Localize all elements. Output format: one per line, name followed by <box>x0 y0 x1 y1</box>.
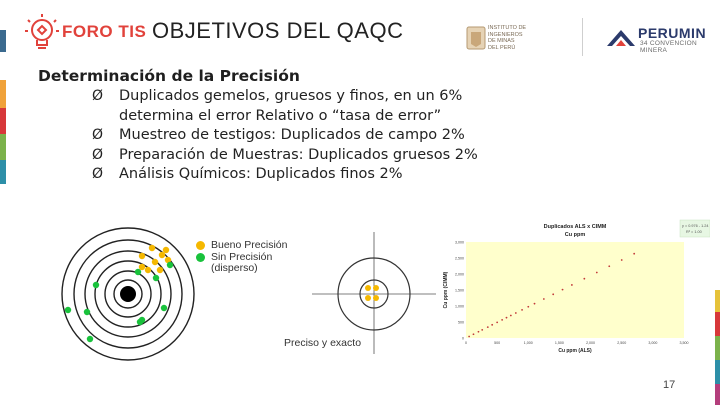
data-point <box>478 331 480 333</box>
data-point <box>562 289 564 291</box>
data-point <box>608 265 610 267</box>
data-point <box>515 312 517 314</box>
target-caption: Preciso y exacto <box>284 337 362 349</box>
data-point <box>491 324 493 326</box>
data-point <box>473 333 475 335</box>
strip-segment <box>715 336 720 360</box>
strip-segment <box>715 290 720 312</box>
institute-line: INSTITUTO DE <box>488 25 527 31</box>
strip-segment <box>0 134 6 160</box>
arrow-bullet-icon: Ø <box>92 127 104 143</box>
institute-line: INGENIEROS <box>488 31 523 38</box>
bullet-item <box>92 165 512 185</box>
data-point <box>527 306 529 308</box>
regression-equation: y = 0.976 - 1.24 <box>682 224 709 228</box>
data-point <box>468 336 470 338</box>
data-point <box>552 293 554 295</box>
data-point <box>571 284 573 286</box>
institute-line: DEL PERÚ <box>488 44 516 51</box>
bullet-item <box>92 146 512 166</box>
y-tick-label: 1,500 <box>455 288 464 293</box>
precision-target-diagram <box>60 222 210 372</box>
bullet-list <box>92 87 512 185</box>
logo-divider <box>582 18 583 56</box>
arrow-bullet-icon: Ø <box>92 166 104 182</box>
data-point <box>496 321 498 323</box>
strip-segment <box>715 384 720 405</box>
strip-segment <box>715 360 720 384</box>
data-point <box>487 326 489 328</box>
bullet-text: Análisis Químicos: Duplicados finos 2% <box>119 166 403 182</box>
data-point <box>621 259 623 261</box>
perumin-logo-text: PERUMIN <box>638 25 707 41</box>
data-point <box>633 253 635 255</box>
data-point <box>481 329 483 331</box>
y-tick-label: 2,500 <box>455 256 464 261</box>
legend-label: Sin Precisión <box>211 250 273 263</box>
y-tick-label: 2,000 <box>455 272 464 277</box>
slide-header <box>0 0 720 66</box>
equation-box <box>680 220 710 237</box>
right-color-strip <box>715 290 720 405</box>
chart-title: Duplicados ALS x CIMM <box>543 224 607 230</box>
x-tick-label: 1,500 <box>554 341 564 345</box>
x-tick-label: 0 <box>465 341 467 345</box>
y-tick-label: 500 <box>458 320 464 325</box>
duplicates-scatter-chart <box>438 218 710 356</box>
chart-subtitle: Cu ppm <box>564 232 586 238</box>
data-point <box>521 309 523 311</box>
bullet-text: Muestreo de testigos: Duplicados de campo 2% <box>119 127 465 143</box>
yellow-dot-icon <box>196 241 205 250</box>
strip-segment <box>0 160 6 184</box>
data-point <box>543 298 545 300</box>
y-tick-label: 0 <box>462 336 464 341</box>
strip-segment <box>0 80 6 108</box>
institute-line: DE MINAS <box>488 38 515 44</box>
legend-label: (disperso) <box>211 262 258 274</box>
x-tick-label: 2,000 <box>586 341 596 345</box>
institute-name <box>488 25 558 51</box>
data-point <box>583 278 585 280</box>
arrow-bullet-icon: Ø <box>92 88 104 104</box>
bullet-text: Preparación de Muestras: Duplicados gruesos 2% <box>119 146 478 163</box>
page-title: OBJETIVOS DEL QAQC <box>152 18 404 43</box>
plot-area <box>466 242 684 338</box>
data-point <box>534 303 536 305</box>
perumin-subtitle: 34 CONVENCION MINERA <box>640 40 697 54</box>
perumin-mountain-icon <box>606 26 636 48</box>
x-tick-label: 500 <box>494 341 501 345</box>
arrow-bullet-icon: Ø <box>92 146 104 163</box>
y-tick-label: 1,000 <box>455 304 464 309</box>
legend-item-dispersed-note <box>196 263 287 275</box>
section-heading: Determinación de la Precisión <box>38 67 300 85</box>
data-point <box>501 319 503 321</box>
x-tick-label: 3,000 <box>648 341 658 345</box>
y-axis-label: Cu ppm (CIMM) <box>443 271 449 309</box>
page-number: 17 <box>663 379 676 391</box>
x-tick-label: 2,500 <box>617 341 627 345</box>
strip-segment <box>715 312 720 336</box>
y-tick-label: 3,000 <box>455 240 464 245</box>
green-dot-icon <box>196 253 205 262</box>
bullet-text: Duplicados gemelos, gruesos y finos, en un 6% determina el error Relativo o “tasa de error” <box>119 88 463 124</box>
x-tick-label: 1,000 <box>523 341 533 345</box>
x-tick-label: 3,500 <box>679 341 689 345</box>
r-squared: R² = 1.00 <box>686 230 702 234</box>
data-point <box>510 315 512 317</box>
x-axis-label: Cu ppm (ALS) <box>558 348 592 354</box>
data-point <box>596 272 598 274</box>
foro-tis-logo-text: FORO TIS <box>62 22 147 41</box>
target-legend <box>196 240 287 275</box>
data-point <box>506 317 508 319</box>
bullet-item <box>92 126 512 146</box>
legend-label: Bueno Precisión <box>211 239 288 251</box>
bullet-item <box>92 87 512 126</box>
strip-segment <box>0 108 6 134</box>
